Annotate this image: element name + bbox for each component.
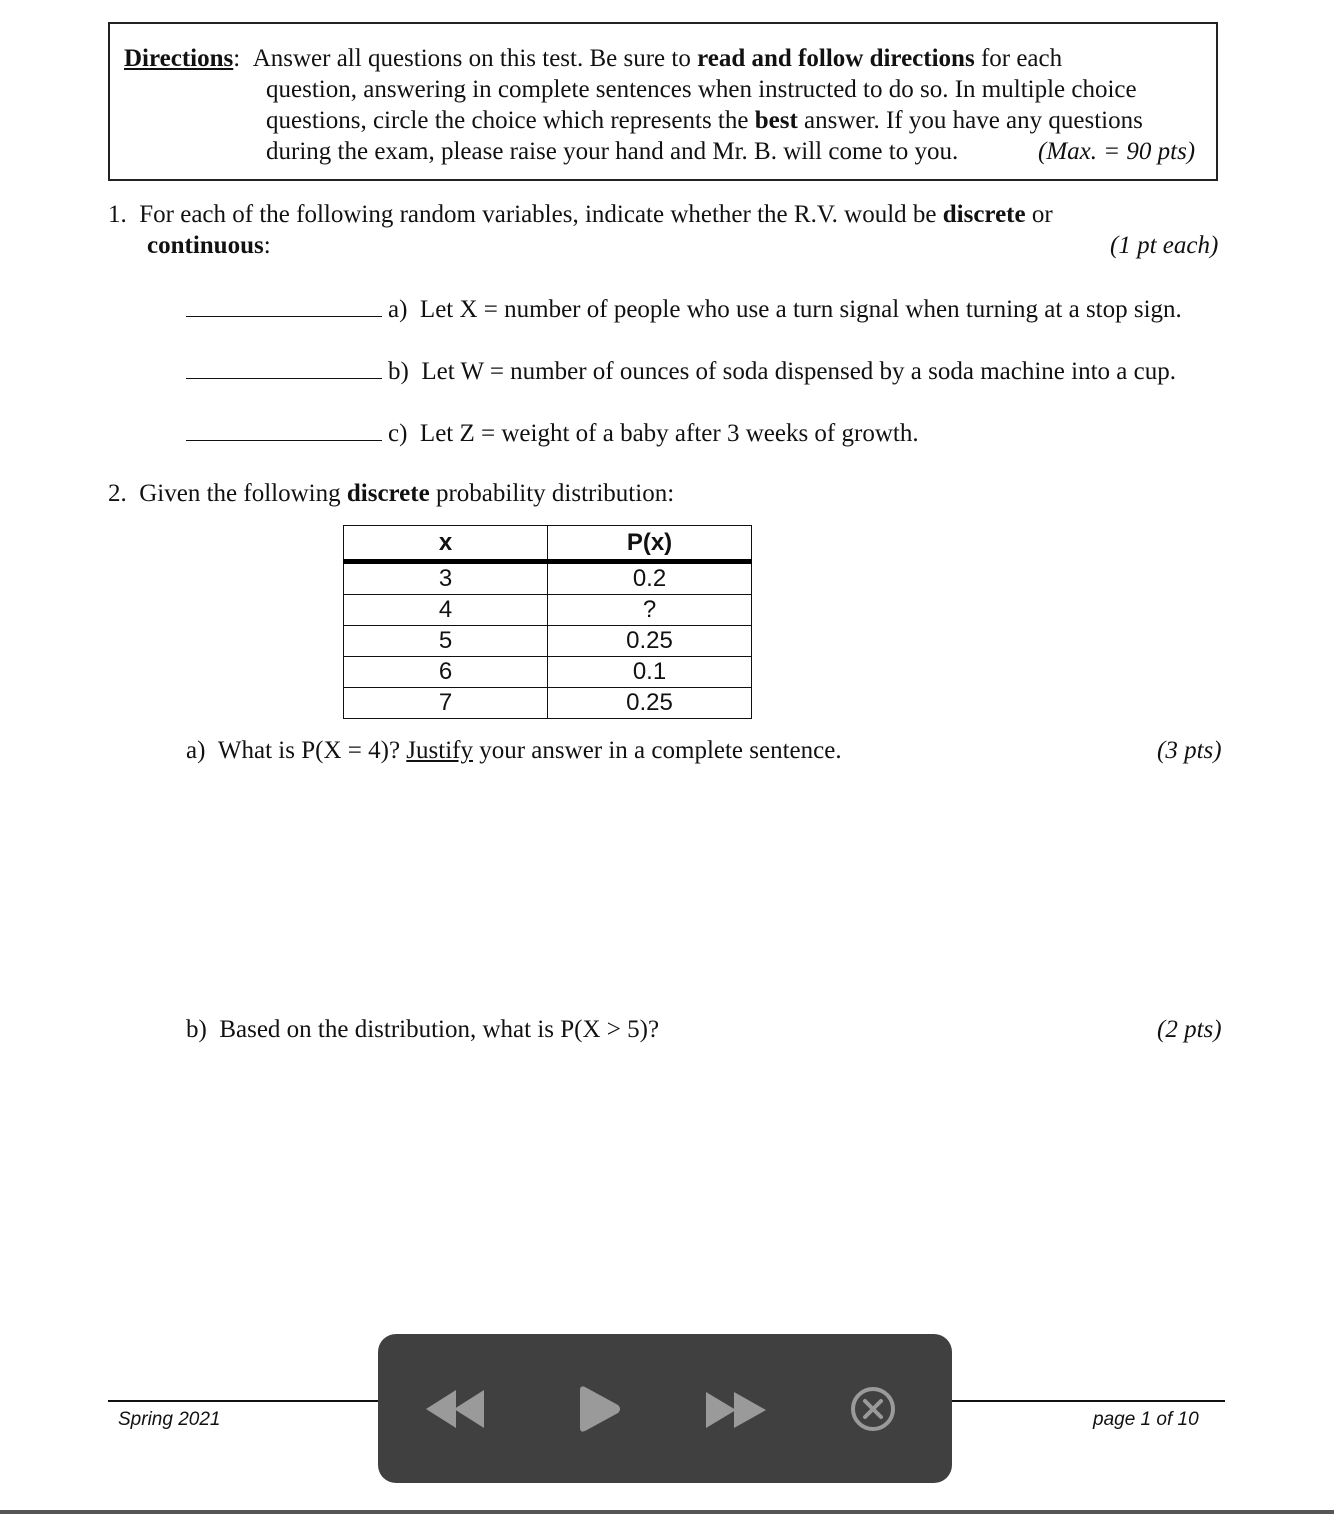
rewind-icon bbox=[422, 1386, 488, 1432]
rewind-button[interactable] bbox=[422, 1386, 488, 1432]
directions-label: Directions bbox=[124, 45, 234, 72]
answer-blank[interactable] bbox=[186, 418, 382, 441]
table-row bbox=[344, 562, 752, 595]
window-bottom-edge bbox=[0, 1510, 1334, 1514]
table-cell: 4 bbox=[344, 595, 548, 626]
q2a-points: (3 pts) bbox=[1157, 737, 1222, 764]
distribution-table bbox=[343, 525, 752, 719]
q1-item-c: c) Let Z = weight of a baby after 3 weeks of growth. bbox=[186, 418, 919, 448]
directions-line-3: questions, circle the choice which represents the best answer. If you have any questions bbox=[266, 107, 1143, 134]
q2-prompt: 2. Given the following discrete probability distribution: bbox=[108, 480, 675, 507]
directions-line-4: during the exam, please raise your hand and Mr. B. will come to you. bbox=[266, 138, 959, 165]
table-row bbox=[344, 626, 752, 657]
fast-forward-icon bbox=[704, 1390, 768, 1430]
directions-line-1: Directions: Answer all questions on this test. Be sure to read and follow directions for each bbox=[124, 45, 1063, 72]
media-control-overlay bbox=[378, 1334, 952, 1483]
close-button[interactable] bbox=[850, 1386, 896, 1432]
table-cell: 0.2 bbox=[548, 562, 752, 595]
table-header-row bbox=[344, 526, 752, 562]
table-row bbox=[344, 595, 752, 626]
col-header-px: P(x) bbox=[548, 526, 752, 562]
q2b-points: (2 pts) bbox=[1157, 1016, 1222, 1043]
q2-number: 2. bbox=[108, 480, 127, 507]
table-cell: 0.25 bbox=[548, 688, 752, 719]
table-cell: 3 bbox=[344, 562, 548, 595]
fast-forward-button[interactable] bbox=[704, 1390, 768, 1430]
col-header-x: x bbox=[344, 526, 548, 562]
q1-item-a: a) Let X = number of people who use a turn signal when turning at a stop sign. bbox=[186, 294, 1182, 324]
q1-item-b: b) Let W = number of ounces of soda dispensed by a soda machine into a cup. bbox=[186, 356, 1176, 386]
max-points: (Max. = 90 pts) bbox=[1038, 138, 1196, 165]
footer-semester: Spring 2021 bbox=[118, 1409, 221, 1430]
directions-line-2: question, answering in complete sentences when instructed to do so. In multiple choice bbox=[266, 76, 1137, 103]
table-row bbox=[344, 688, 752, 719]
table-cell: 7 bbox=[344, 688, 548, 719]
q1-number: 1. bbox=[108, 201, 127, 228]
table-cell: ? bbox=[548, 595, 752, 626]
footer-page-number: page 1 of 10 bbox=[1093, 1409, 1199, 1430]
q1-line-1: 1. For each of the following random variables, indicate whether the R.V. would be discrete or bbox=[108, 201, 1053, 228]
answer-blank[interactable] bbox=[186, 294, 382, 317]
table-row bbox=[344, 657, 752, 688]
q2b-prompt: b) Based on the distribution, what is P(X > 5)? bbox=[186, 1016, 660, 1043]
q1-points: (1 pt each) bbox=[1110, 232, 1219, 259]
table-cell: 6 bbox=[344, 657, 548, 688]
q2a-prompt: a) What is P(X = 4)? Justify your answer in a complete sentence. bbox=[186, 737, 842, 764]
q1-line-2: continuous: bbox=[147, 232, 271, 259]
table-cell: 0.25 bbox=[548, 626, 752, 657]
table-cell: 5 bbox=[344, 626, 548, 657]
play-button[interactable] bbox=[576, 1384, 622, 1434]
table-cell: 0.1 bbox=[548, 657, 752, 688]
play-icon bbox=[576, 1384, 622, 1434]
close-icon bbox=[850, 1386, 896, 1432]
answer-blank[interactable] bbox=[186, 356, 382, 379]
